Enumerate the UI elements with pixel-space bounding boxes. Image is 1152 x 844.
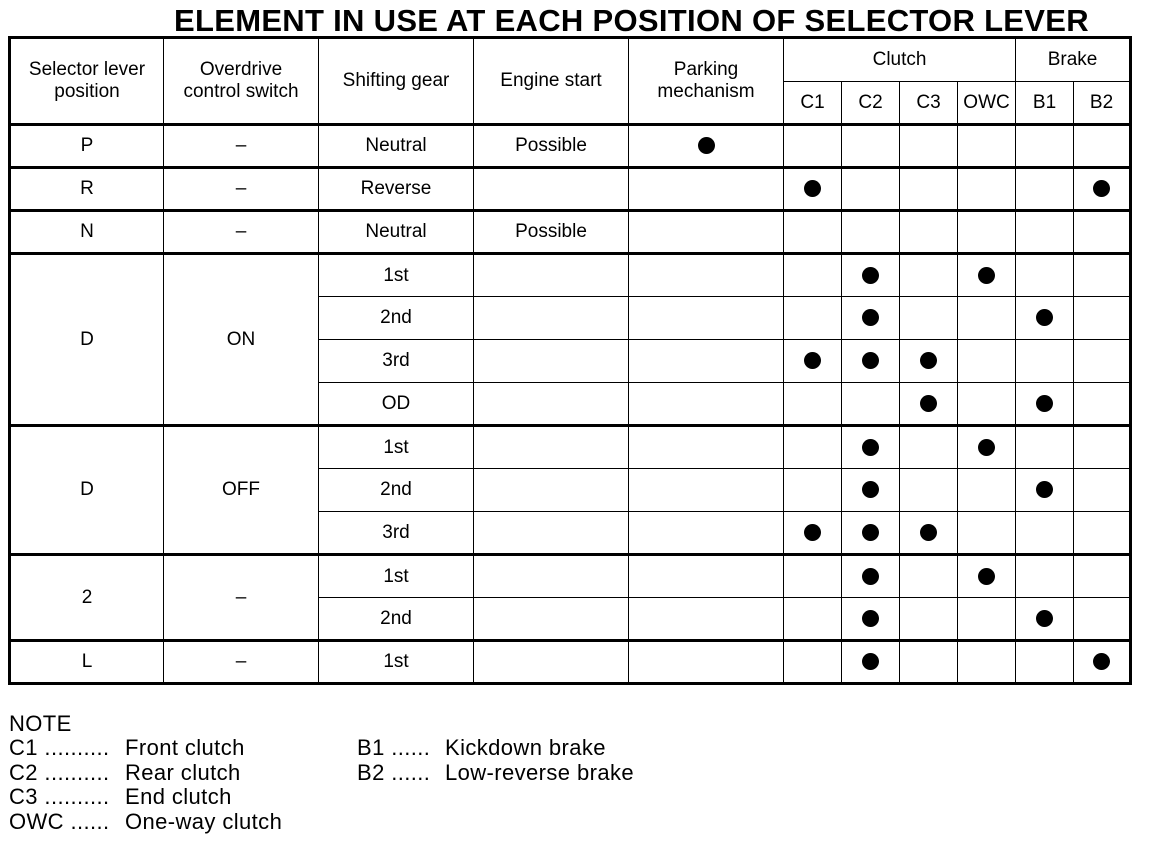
cell-owc	[958, 426, 1016, 469]
engaged-dot-icon	[1036, 610, 1053, 627]
engaged-dot-icon	[978, 439, 995, 456]
cell-c1	[784, 125, 842, 168]
cell-b1	[1016, 641, 1074, 684]
cell-c3	[900, 211, 958, 254]
note-desc: Front clutch	[125, 735, 245, 760]
cell-b1	[1016, 469, 1074, 512]
cell-c2	[842, 383, 900, 426]
table-row	[10, 426, 1131, 469]
cell-engine-start	[474, 426, 629, 469]
cell-c1	[784, 598, 842, 641]
note-desc: One-way clutch	[125, 808, 283, 834]
cell-shifting-gear: 3rd	[319, 340, 474, 383]
table-row	[10, 211, 1131, 254]
cell-overdrive-switch: OFF	[164, 426, 319, 555]
cell-b2	[1074, 383, 1131, 426]
engaged-dot-icon	[862, 524, 879, 541]
cell-c2	[842, 211, 900, 254]
cell-shifting-gear: Reverse	[319, 168, 474, 211]
header-parking-mechanism: Parking mechanism	[629, 38, 784, 125]
cell-b2	[1074, 641, 1131, 684]
cell-b2	[1074, 125, 1131, 168]
header-brake-group: Brake	[1016, 38, 1131, 82]
table-body	[10, 125, 1131, 684]
table-row	[10, 125, 1131, 168]
engaged-dot-icon	[862, 352, 879, 369]
cell-b1	[1016, 340, 1074, 383]
cell-engine-start	[474, 168, 629, 211]
engaged-dot-icon	[804, 180, 821, 197]
cell-owc	[958, 340, 1016, 383]
header-c3: C3	[900, 82, 958, 125]
table-row	[10, 641, 1131, 684]
notes-left-column	[9, 736, 339, 834]
cell-c3	[900, 125, 958, 168]
note-desc: Kickdown brake	[445, 735, 606, 760]
engaged-dot-icon	[862, 309, 879, 326]
cell-selector-position: D	[10, 426, 164, 555]
cell-selector-position: N	[10, 211, 164, 254]
cell-shifting-gear: Neutral	[319, 125, 474, 168]
header-engine-start: Engine start	[474, 38, 629, 125]
cell-c1	[784, 254, 842, 297]
cell-b2	[1074, 297, 1131, 340]
cell-parking-mechanism	[629, 340, 784, 383]
cell-b1	[1016, 598, 1074, 641]
note-desc: End clutch	[125, 784, 232, 809]
cell-b2	[1074, 426, 1131, 469]
cell-parking-mechanism	[629, 383, 784, 426]
engaged-dot-icon	[862, 439, 879, 456]
cell-owc	[958, 598, 1016, 641]
cell-shifting-gear: 1st	[319, 254, 474, 297]
cell-b1	[1016, 383, 1074, 426]
header-b2: B2	[1074, 82, 1131, 125]
note-item	[9, 761, 339, 786]
note-abbr: OWC ......	[9, 808, 110, 834]
header-c2: C2	[842, 82, 900, 125]
cell-overdrive-switch: –	[164, 211, 319, 254]
cell-selector-position: L	[10, 641, 164, 684]
engaged-dot-icon	[1093, 180, 1110, 197]
engaged-dot-icon	[862, 568, 879, 585]
header-owc: OWC	[958, 82, 1016, 125]
note-desc: Low-reverse brake	[445, 759, 634, 785]
cell-b1	[1016, 426, 1074, 469]
cell-c3	[900, 512, 958, 555]
cell-b1	[1016, 254, 1074, 297]
cell-c3	[900, 598, 958, 641]
cell-overdrive-switch: ON	[164, 254, 319, 426]
cell-engine-start	[474, 297, 629, 340]
header-selector-lever-position: Selector lever position	[10, 38, 164, 125]
cell-c3	[900, 340, 958, 383]
cell-c2	[842, 168, 900, 211]
cell-b1	[1016, 555, 1074, 598]
cell-parking-mechanism	[629, 469, 784, 512]
cell-b2	[1074, 168, 1131, 211]
cell-parking-mechanism	[629, 211, 784, 254]
cell-engine-start: Possible	[474, 211, 629, 254]
engaged-dot-icon	[862, 481, 879, 498]
table-row	[10, 168, 1131, 211]
cell-b2	[1074, 512, 1131, 555]
cell-c2	[842, 641, 900, 684]
cell-owc	[958, 512, 1016, 555]
cell-b1	[1016, 211, 1074, 254]
cell-b2	[1074, 254, 1131, 297]
engaged-dot-icon	[1036, 395, 1053, 412]
cell-overdrive-switch: –	[164, 125, 319, 168]
note-abbr: C2 ..........	[9, 759, 110, 785]
engaged-dot-icon	[862, 267, 879, 284]
cell-overdrive-switch: –	[164, 641, 319, 684]
cell-engine-start	[474, 340, 629, 383]
cell-c2	[842, 598, 900, 641]
engaged-dot-icon	[1036, 481, 1053, 498]
cell-shifting-gear: 3rd	[319, 512, 474, 555]
cell-c2	[842, 340, 900, 383]
cell-c2	[842, 555, 900, 598]
cell-engine-start	[474, 254, 629, 297]
cell-owc	[958, 254, 1016, 297]
cell-c3	[900, 555, 958, 598]
cell-engine-start	[474, 598, 629, 641]
cell-b2	[1074, 211, 1131, 254]
cell-shifting-gear: Neutral	[319, 211, 474, 254]
engaged-dot-icon	[698, 137, 715, 154]
cell-c2	[842, 512, 900, 555]
engaged-dot-icon	[862, 610, 879, 627]
notes-right-column	[357, 736, 687, 785]
cell-b1	[1016, 168, 1074, 211]
cell-parking-mechanism	[629, 512, 784, 555]
cell-c1	[784, 211, 842, 254]
cell-c3	[900, 426, 958, 469]
cell-overdrive-switch: –	[164, 168, 319, 211]
cell-c3	[900, 297, 958, 340]
cell-c1	[784, 512, 842, 555]
cell-c3	[900, 254, 958, 297]
cell-shifting-gear: 1st	[319, 641, 474, 684]
cell-selector-position: R	[10, 168, 164, 211]
note-item	[357, 736, 687, 761]
cell-c3	[900, 168, 958, 211]
cell-owc	[958, 469, 1016, 512]
note-desc: Rear clutch	[125, 759, 241, 785]
cell-b2	[1074, 469, 1131, 512]
cell-c2	[842, 125, 900, 168]
note-item	[9, 736, 339, 761]
header-b1: B1	[1016, 82, 1074, 125]
cell-c1	[784, 426, 842, 469]
cell-owc	[958, 125, 1016, 168]
cell-parking-mechanism	[629, 598, 784, 641]
cell-b2	[1074, 555, 1131, 598]
header-shifting-gear: Shifting gear	[319, 38, 474, 125]
note-item	[9, 785, 339, 810]
header-c1: C1	[784, 82, 842, 125]
cell-shifting-gear: 1st	[319, 426, 474, 469]
cell-c2	[842, 297, 900, 340]
cell-engine-start	[474, 383, 629, 426]
header-clutch-group: Clutch	[784, 38, 1016, 82]
cell-engine-start: Possible	[474, 125, 629, 168]
cell-b2	[1074, 340, 1131, 383]
cell-b1	[1016, 297, 1074, 340]
cell-parking-mechanism	[629, 297, 784, 340]
notes-heading: NOTE	[9, 711, 72, 736]
note-abbr: C1 ..........	[9, 735, 110, 760]
cell-owc	[958, 211, 1016, 254]
cell-parking-mechanism	[629, 426, 784, 469]
cell-c2	[842, 254, 900, 297]
engaged-dot-icon	[1036, 309, 1053, 326]
cell-engine-start	[474, 469, 629, 512]
selector-lever-table	[8, 36, 1132, 685]
header-overdrive-control-switch: Overdrive control switch	[164, 38, 319, 125]
engaged-dot-icon	[978, 267, 995, 284]
cell-b2	[1074, 598, 1131, 641]
engaged-dot-icon	[920, 395, 937, 412]
engaged-dot-icon	[920, 352, 937, 369]
cell-c1	[784, 297, 842, 340]
table-row	[10, 555, 1131, 598]
engaged-dot-icon	[804, 524, 821, 541]
cell-parking-mechanism	[629, 125, 784, 168]
cell-parking-mechanism	[629, 168, 784, 211]
cell-selector-position: P	[10, 125, 164, 168]
cell-c1	[784, 340, 842, 383]
cell-c1	[784, 383, 842, 426]
cell-owc	[958, 555, 1016, 598]
cell-engine-start	[474, 641, 629, 684]
cell-c1	[784, 168, 842, 211]
cell-shifting-gear: 2nd	[319, 469, 474, 512]
cell-selector-position: D	[10, 254, 164, 426]
note-item	[357, 761, 687, 786]
cell-shifting-gear: 1st	[319, 555, 474, 598]
cell-owc	[958, 383, 1016, 426]
cell-shifting-gear: 2nd	[319, 297, 474, 340]
cell-engine-start	[474, 512, 629, 555]
table-row	[10, 254, 1131, 297]
engaged-dot-icon	[804, 352, 821, 369]
engaged-dot-icon	[978, 568, 995, 585]
note-item	[9, 810, 339, 835]
cell-c3	[900, 383, 958, 426]
cell-owc	[958, 297, 1016, 340]
cell-c1	[784, 555, 842, 598]
cell-parking-mechanism	[629, 555, 784, 598]
note-abbr: B1 ......	[357, 735, 431, 760]
cell-selector-position: 2	[10, 555, 164, 641]
cell-owc	[958, 168, 1016, 211]
cell-c2	[842, 469, 900, 512]
cell-parking-mechanism	[629, 641, 784, 684]
cell-shifting-gear: OD	[319, 383, 474, 426]
cell-c1	[784, 641, 842, 684]
cell-shifting-gear: 2nd	[319, 598, 474, 641]
cell-c3	[900, 641, 958, 684]
note-abbr: C3 ..........	[9, 784, 110, 809]
cell-b1	[1016, 125, 1074, 168]
cell-engine-start	[474, 555, 629, 598]
cell-overdrive-switch: –	[164, 555, 319, 641]
cell-owc	[958, 641, 1016, 684]
page-title: ELEMENT IN USE AT EACH POSITION OF SELECTOR LEVER	[174, 3, 1089, 38]
cell-c3	[900, 469, 958, 512]
note-abbr: B2 ......	[357, 759, 431, 785]
cell-c1	[784, 469, 842, 512]
engaged-dot-icon	[920, 524, 937, 541]
cell-b1	[1016, 512, 1074, 555]
cell-c2	[842, 426, 900, 469]
engaged-dot-icon	[1093, 653, 1110, 670]
cell-parking-mechanism	[629, 254, 784, 297]
engaged-dot-icon	[862, 653, 879, 670]
